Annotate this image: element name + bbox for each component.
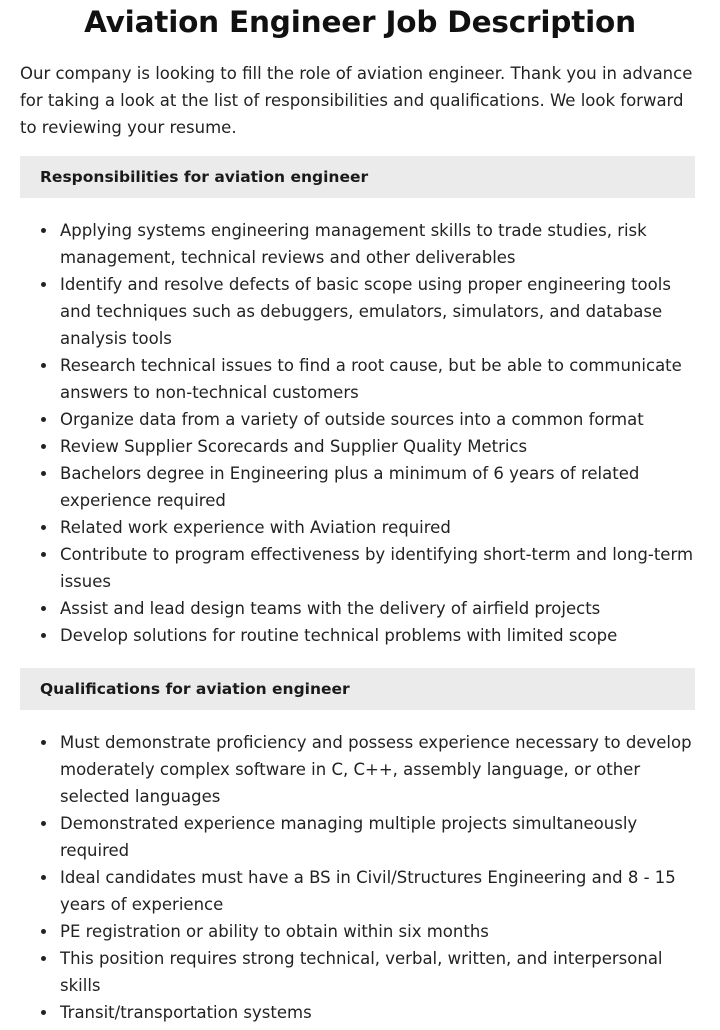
qualification-item: Transit/transportation systems — [20, 999, 700, 1026]
responsibility-item: Review Supplier Scorecards and Supplier Quality Metrics — [20, 433, 700, 460]
responsibilities-heading: Responsibilities for aviation engineer — [20, 156, 695, 198]
qualification-item: This position requires strong technical, verbal, written, and interpersonal skills — [20, 945, 700, 999]
responsibility-item: Research technical issues to find a root cause, but be able to communicate answers to non-technical customers — [20, 352, 700, 406]
responsibility-item: Assist and lead design teams with the delivery of airfield projects — [20, 595, 700, 622]
responsibility-item: Contribute to program effectiveness by identifying short-term and long-term issues — [20, 541, 700, 595]
qualification-item: Ideal candidates must have a BS in Civil/Structures Engineering and 8 - 15 years of experience — [20, 864, 700, 918]
qualification-item: PE registration or ability to obtain within six months — [20, 918, 700, 945]
responsibility-item: Applying systems engineering management skills to trade studies, risk management, technical reviews and other deliverables — [20, 217, 700, 271]
responsibility-item: Identify and resolve defects of basic scope using proper engineering tools and techniques such as debuggers, emulators, simulators, and database analysis tools — [20, 271, 700, 352]
page-title: Aviation Engineer Job Description — [84, 5, 636, 39]
responsibility-item: Bachelors degree in Engineering plus a minimum of 6 years of related experience required — [20, 460, 700, 514]
qualification-item: Demonstrated experience managing multiple projects simultaneously required — [20, 810, 700, 864]
intro-paragraph: Our company is looking to fill the role of aviation engineer. Thank you in advance for taking a look at the list of responsibilities and qualifications. We look forward to reviewing your resume. — [20, 64, 693, 137]
responsibility-item: Organize data from a variety of outside sources into a common format — [20, 406, 700, 433]
qualifications-heading: Qualifications for aviation engineer — [20, 668, 695, 710]
responsibility-item: Develop solutions for routine technical problems with limited scope — [20, 622, 700, 649]
responsibilities-list — [20, 217, 700, 649]
qualification-item: Must demonstrate proficiency and possess experience necessary to develop moderately complex software in C, C++, assembly language, or other selected languages — [20, 729, 700, 810]
responsibility-item: Related work experience with Aviation required — [20, 514, 700, 541]
qualifications-list — [20, 729, 700, 1026]
